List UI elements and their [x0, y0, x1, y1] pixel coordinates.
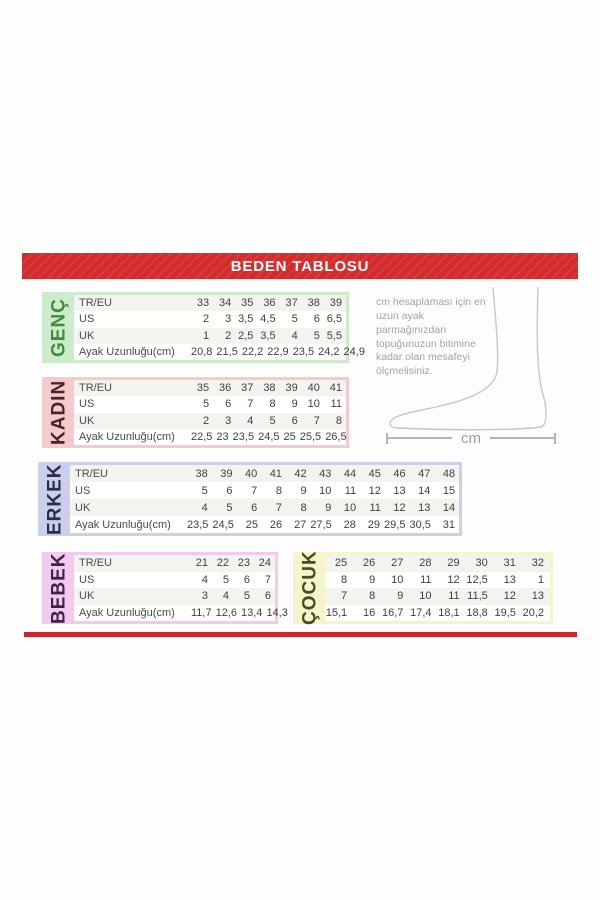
size-value: 4 — [201, 573, 208, 586]
size-value: 31 — [503, 557, 516, 570]
size-value: 21,5 — [216, 345, 238, 358]
size-table-genc — [42, 292, 365, 363]
size-value: 24,9 — [343, 345, 365, 358]
size-value: 29 — [367, 518, 381, 531]
size-value: 38 — [195, 467, 208, 480]
measure-line-left — [388, 437, 452, 439]
size-value: 5 — [291, 313, 298, 326]
size-table-kadin-rows — [74, 380, 346, 445]
size-value: 46 — [393, 467, 406, 480]
size-value: 12 — [503, 590, 516, 603]
size-value: 6 — [313, 313, 320, 326]
table-row — [74, 311, 346, 327]
table-row — [70, 516, 459, 533]
size-value: 8 — [341, 573, 348, 586]
page-title: BEDEN TABLOSU — [230, 257, 370, 275]
size-value: 30,5 — [409, 518, 431, 531]
size-value: 13 — [531, 590, 544, 603]
size-value: 23 — [237, 557, 250, 570]
size-value: 2 — [225, 329, 232, 342]
size-value: 20,8 — [191, 345, 213, 358]
size-value: 23,5 — [187, 518, 209, 531]
size-value: 13 — [418, 501, 431, 514]
row-label: Ayak Uzunluğu(cm) — [75, 518, 171, 531]
row-label: US — [75, 484, 91, 497]
size-value: 30 — [475, 557, 488, 570]
size-value: 8 — [269, 398, 276, 411]
size-value: 11 — [330, 398, 342, 411]
size-value: 7 — [264, 573, 271, 586]
size-value: 3 — [225, 414, 232, 427]
size-value: 41 — [269, 467, 282, 480]
foot-outline-illustration — [385, 278, 560, 433]
size-value: 22,2 — [241, 345, 264, 358]
table-row — [70, 465, 459, 482]
size-value: 24 — [258, 557, 271, 570]
size-value: 48 — [442, 467, 456, 480]
size-value: 12,5 — [466, 573, 488, 586]
size-value: 5 — [243, 590, 250, 603]
size-value: 23 — [216, 430, 229, 443]
size-value: 10 — [319, 484, 332, 497]
table-row — [325, 555, 550, 572]
size-value: 27,5 — [310, 518, 332, 531]
size-value: 10 — [419, 590, 432, 603]
size-value: 32 — [531, 557, 544, 570]
size-value: 12 — [447, 573, 460, 586]
size-value: 21 — [195, 557, 208, 570]
size-value: 3,5 — [260, 329, 276, 342]
size-value: 25,5 — [299, 430, 322, 443]
size-value: 43 — [319, 467, 332, 480]
measurement-instructions: cm hesaplaması için en uzun ayak parmağınızdan topuğunuzun bitimine kadar olan mesafeyi ölçmelisiniz. — [376, 296, 486, 378]
measure-line-right — [490, 437, 554, 439]
section-label-genc: GENÇ — [48, 298, 70, 357]
size-value: 37 — [285, 297, 298, 310]
size-value: 10 — [391, 573, 404, 586]
size-value: 31 — [442, 518, 456, 531]
size-chart-header — [22, 253, 578, 279]
size-value: 35 — [241, 297, 254, 310]
table-row — [74, 572, 275, 589]
size-value: 18,8 — [466, 606, 488, 619]
table-row — [74, 328, 346, 344]
size-value: 11 — [369, 501, 381, 514]
size-value: 39 — [220, 467, 233, 480]
table-row — [74, 555, 275, 572]
size-value: 13 — [393, 484, 406, 497]
size-value: 33 — [196, 297, 210, 310]
section-label-bebek: BEBEK — [48, 552, 70, 624]
table-row — [74, 396, 346, 412]
size-value: 7 — [251, 484, 258, 497]
size-value: 39 — [329, 297, 342, 310]
size-value: 6,5 — [326, 313, 342, 326]
size-value: 4,5 — [260, 313, 276, 326]
size-value: 23,5 — [292, 345, 315, 358]
table-row — [325, 588, 550, 605]
size-value: 38 — [263, 382, 276, 395]
table-row — [325, 572, 550, 589]
size-value: 24,2 — [318, 345, 340, 358]
row-label: UK — [79, 329, 95, 342]
size-value: 7 — [313, 414, 320, 427]
size-value: 13,4 — [241, 606, 263, 619]
size-value: 14,3 — [266, 606, 288, 619]
size-value: 36 — [219, 382, 232, 395]
table-row — [325, 605, 550, 622]
size-value: 6 — [243, 573, 250, 586]
size-table-cocuk-rows — [325, 555, 550, 621]
size-table-cocuk — [293, 552, 553, 624]
size-value: 25 — [245, 518, 258, 531]
size-value: 11 — [420, 573, 432, 586]
table-row — [70, 482, 459, 499]
cm-measure-line — [386, 429, 556, 447]
row-label: UK — [75, 501, 91, 514]
size-value: 15 — [442, 484, 456, 497]
size-value: 4 — [201, 501, 208, 514]
table-row — [74, 344, 365, 360]
size-value: 3,5 — [238, 313, 254, 326]
measure-tick-right — [554, 433, 556, 444]
size-value: 5,5 — [326, 329, 342, 342]
size-value: 12 — [393, 501, 406, 514]
size-value: 1 — [203, 329, 210, 342]
size-value: 6 — [251, 501, 258, 514]
size-value: 22,9 — [267, 345, 289, 358]
size-value: 4 — [222, 590, 229, 603]
size-value: 5 — [222, 573, 229, 586]
size-value: 28 — [343, 518, 356, 531]
size-table-kadin — [42, 377, 349, 448]
size-value: 16 — [363, 606, 376, 619]
size-value: 8 — [275, 484, 282, 497]
size-value: 14 — [418, 484, 431, 497]
size-value: 26 — [363, 557, 376, 570]
size-value: 35 — [196, 382, 210, 395]
size-value: 24,5 — [212, 518, 234, 531]
size-table-bebek-rows — [74, 555, 288, 621]
size-value: 7 — [341, 590, 348, 603]
size-value: 10 — [343, 501, 357, 514]
size-value: 7 — [247, 398, 254, 411]
table-row — [74, 429, 346, 445]
size-value: 5 — [203, 398, 210, 411]
size-value: 8 — [335, 414, 342, 427]
size-value: 22 — [216, 557, 229, 570]
row-label: Ayak Uzunluğu(cm) — [79, 345, 175, 358]
size-value: 29 — [447, 557, 460, 570]
table-row — [70, 499, 459, 516]
size-value: 7 — [275, 501, 282, 514]
size-table-genc-rows — [74, 295, 365, 360]
size-value: 11 — [344, 484, 357, 497]
size-value: 38 — [307, 297, 320, 310]
section-label-cocuk: ÇOCUK — [299, 550, 321, 626]
size-value: 1 — [537, 573, 544, 586]
row-label: US — [79, 313, 95, 326]
size-value: 11,7 — [191, 606, 212, 619]
size-value: 12 — [368, 484, 381, 497]
size-value: 9 — [291, 398, 298, 411]
size-value: 9 — [300, 484, 307, 497]
row-label: US — [79, 398, 95, 411]
row-label: UK — [79, 414, 95, 427]
table-row — [74, 588, 275, 605]
bottom-red-rule — [24, 632, 577, 637]
measure-unit-label: cm — [461, 429, 481, 447]
size-value: 8 — [300, 501, 307, 514]
size-value: 3 — [201, 590, 208, 603]
size-table-bebek — [42, 552, 288, 624]
row-label: TR/EU — [79, 297, 112, 310]
size-value: 15,1 — [325, 606, 348, 619]
size-value: 2 — [203, 313, 210, 326]
size-value: 5 — [269, 414, 276, 427]
size-value: 47 — [418, 467, 431, 480]
size-value: 9 — [325, 501, 332, 514]
size-value: 10 — [307, 398, 320, 411]
table-row — [74, 605, 288, 622]
size-value: 11,5 — [467, 590, 488, 603]
size-value: 8 — [369, 590, 376, 603]
table-row — [74, 380, 346, 396]
size-table-erkek-rows — [70, 465, 459, 533]
size-value: 12,6 — [215, 606, 238, 619]
row-label: TR/EU — [79, 557, 112, 570]
row-label: US — [79, 573, 95, 586]
size-value: 6 — [291, 414, 298, 427]
size-value: 6 — [264, 590, 271, 603]
size-value: 40 — [244, 467, 258, 480]
size-value: 18,1 — [438, 606, 460, 619]
size-value: 25 — [283, 430, 296, 443]
size-value: 22,5 — [191, 430, 213, 443]
size-value: 40 — [307, 382, 320, 395]
size-value: 5 — [201, 484, 208, 497]
size-value: 2,5 — [238, 329, 254, 342]
size-value: 37 — [241, 382, 254, 395]
size-value: 25 — [334, 557, 348, 570]
size-value: 27 — [294, 518, 307, 531]
size-value: 26,5 — [325, 430, 347, 443]
size-value: 20,2 — [522, 606, 544, 619]
size-value: 42 — [294, 467, 307, 480]
size-value: 19,5 — [494, 606, 516, 619]
row-label: Ayak Uzunluğu(cm) — [79, 430, 175, 443]
section-label-kadin: KADIN — [48, 379, 70, 446]
size-value: 11 — [448, 590, 460, 603]
size-value: 36 — [263, 297, 276, 310]
size-value: 28 — [419, 557, 432, 570]
size-value: 9 — [369, 573, 376, 586]
size-value: 45 — [368, 467, 381, 480]
size-value: 39 — [285, 382, 298, 395]
size-value: 4 — [247, 414, 254, 427]
size-value: 17,4 — [410, 606, 432, 619]
size-value: 9 — [397, 590, 404, 603]
size-value: 3 — [225, 313, 232, 326]
size-value: 44 — [343, 467, 357, 480]
section-label-erkek: ERKEK — [44, 463, 66, 535]
size-value: 14 — [442, 501, 456, 514]
size-value: 16,7 — [381, 606, 404, 619]
size-value: 24,5 — [258, 430, 280, 443]
size-value: 23,5 — [232, 430, 255, 443]
row-label: TR/EU — [75, 467, 108, 480]
table-row — [74, 295, 346, 311]
table-row — [74, 413, 346, 429]
size-value: 34 — [219, 297, 232, 310]
size-value: 4 — [291, 329, 298, 342]
size-value: 13 — [503, 573, 516, 586]
size-value: 27 — [391, 557, 404, 570]
size-value: 5 — [313, 329, 320, 342]
size-value: 29,5 — [384, 518, 406, 531]
size-value: 5 — [226, 501, 233, 514]
size-value: 2 — [203, 414, 210, 427]
row-label: Ayak Uzunluğu(cm) — [79, 606, 175, 619]
size-value: 6 — [226, 484, 233, 497]
row-label: TR/EU — [79, 382, 112, 395]
size-value: 26 — [269, 518, 283, 531]
size-value: 6 — [225, 398, 232, 411]
row-label: UK — [79, 590, 95, 603]
size-value: 41 — [329, 382, 342, 395]
size-table-erkek — [38, 462, 462, 536]
